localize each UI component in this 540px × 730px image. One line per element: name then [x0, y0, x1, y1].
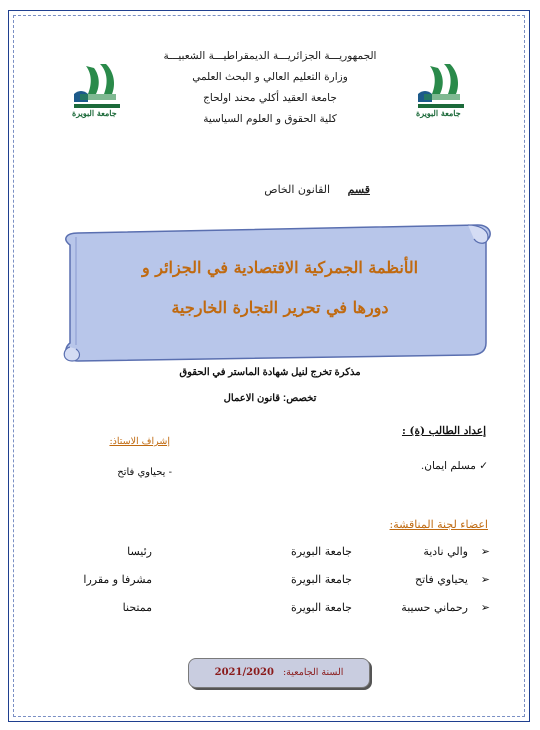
thesis-title-line-1: الأنظمة الجمركية الاقتصادية في الجزائر و	[141, 258, 419, 277]
ministry-line: وزارة التعليم العالي و البحث العلمي	[192, 71, 348, 83]
jury-member-row	[60, 573, 490, 593]
institution-header	[130, 46, 410, 130]
jury-member-row	[60, 545, 490, 565]
university-line: جامعة العقيد أكلي محند اولحاج	[203, 92, 337, 104]
logo-caption: جامعة البويرة	[416, 108, 461, 118]
thesis-title-line-2: دورها في تحرير التجارة الخارجية	[171, 298, 389, 317]
supervisor-label: إشراف الاستاذ:	[109, 436, 170, 447]
jury-member-name: رحماني حسيبة	[401, 601, 468, 614]
faculty-line: كلية الحقوق و العلوم السياسية	[203, 113, 337, 125]
jury-member-name: والي نادية	[423, 545, 468, 558]
academic-year-label: السنة الجامعية:	[282, 667, 344, 678]
jury-label: اعضاء لجنة المناقشة:	[389, 518, 488, 531]
jury-member-university: جامعة البويرة	[290, 573, 352, 586]
jury-member-role: رئيسا	[127, 545, 152, 558]
thesis-title	[80, 248, 480, 328]
jury-member-name: يحياوي فاتح	[414, 573, 468, 586]
university-logo-right	[410, 60, 472, 122]
logo-caption: جامعة البويرة	[72, 108, 117, 118]
department-label: قسم	[347, 183, 370, 196]
supervisor-name: - يحياوي فاتح	[117, 467, 172, 478]
chevron-right-icon: ➢	[480, 601, 490, 614]
university-logo-left	[66, 60, 128, 122]
jury-member-row	[60, 601, 490, 621]
student-name: ✓ مسلم ايمان.	[420, 460, 488, 472]
republic-line: الجمهوريـــة الجزائريـــة الديمقراطيـــة الشعبيـــة	[163, 50, 377, 62]
jury-member-role: ممتحنا	[122, 601, 152, 614]
chevron-right-icon: ➢	[480, 545, 490, 558]
degree-subtitle: مذكرة تخرج لنيل شهادة الماستر في الحقوق	[179, 367, 361, 378]
academic-year-box	[188, 658, 370, 688]
jury-member-university: جامعة البويرة	[290, 545, 352, 558]
academic-year-value: 2021/2020	[214, 667, 274, 678]
students-label: إعداد الطالب (ة) :	[401, 425, 486, 437]
department	[200, 183, 370, 196]
chevron-right-icon: ➢	[480, 573, 490, 586]
specialty: تخصص: قانون الاعمال	[223, 393, 317, 404]
jury-member-university: جامعة البويرة	[290, 601, 352, 614]
department-value: القانون الخاص	[264, 183, 331, 196]
jury-member-role: مشرفا و مقررا	[83, 573, 152, 586]
